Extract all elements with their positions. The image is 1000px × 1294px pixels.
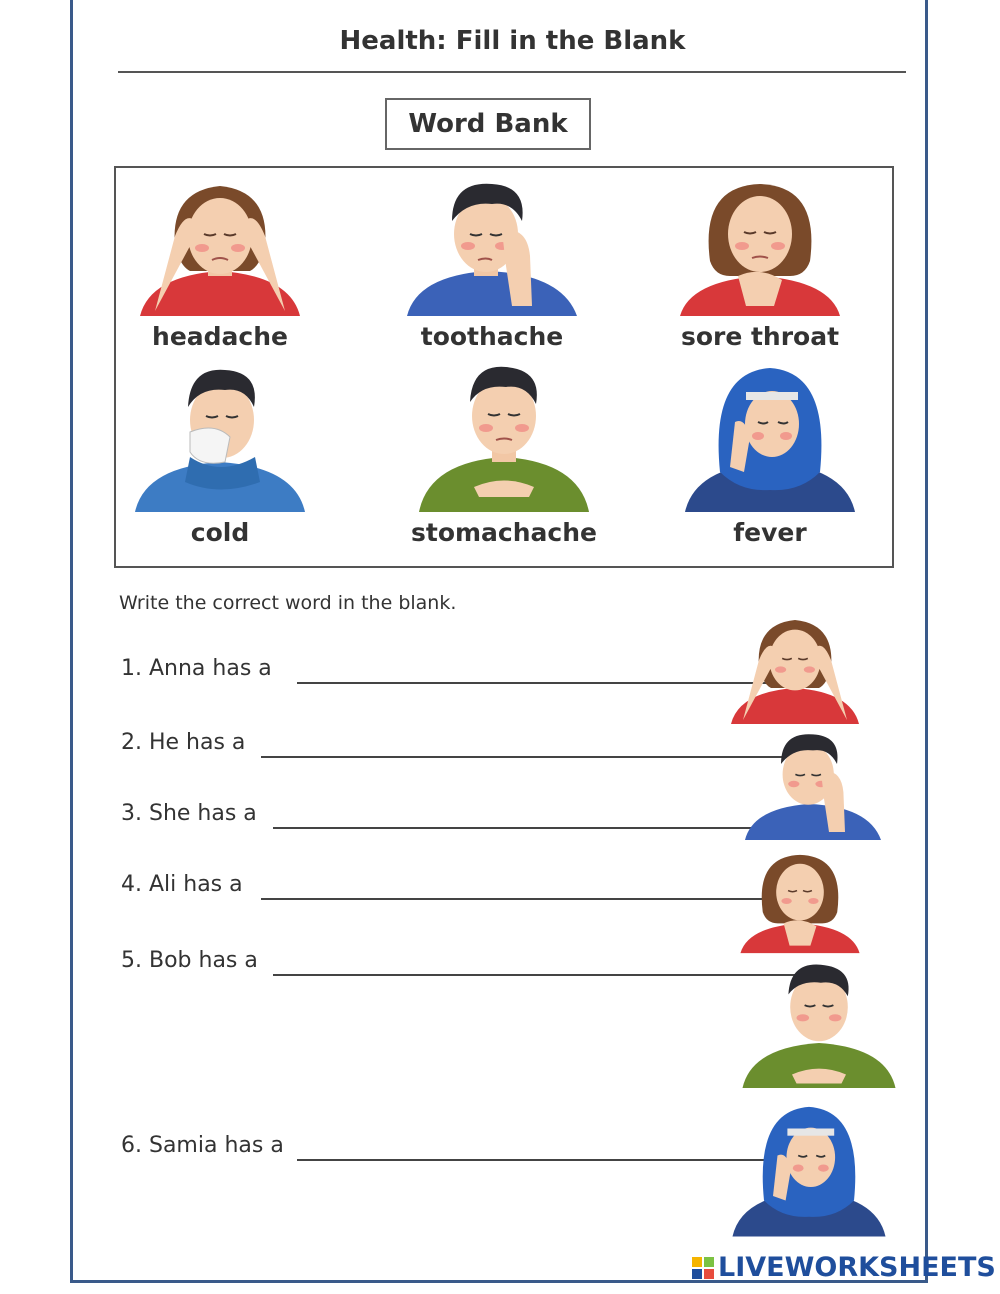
word-bank-item-fever	[650, 362, 890, 547]
answer-blank[interactable]	[261, 756, 812, 758]
word-bank-item-sore-throat	[640, 176, 880, 351]
person-holding-cheek-icon	[402, 176, 582, 316]
person-holding-stomach-icon	[414, 362, 594, 512]
question-prompt: 1. Anna has a	[121, 656, 272, 681]
question-prompt: 4. Ali has a	[121, 872, 243, 897]
person-with-tissue-icon	[130, 362, 310, 512]
person-holding-head-icon	[722, 612, 868, 724]
person-with-fever-icon	[728, 1097, 890, 1241]
answer-blank[interactable]	[273, 827, 813, 829]
word-bank-item-headache	[100, 176, 340, 351]
question-4	[121, 872, 243, 912]
word-bank-label: headache	[152, 322, 288, 351]
question-2	[121, 730, 245, 770]
person-with-fever-icon	[680, 362, 860, 512]
answer-blank[interactable]	[273, 974, 813, 976]
question-3	[121, 801, 257, 841]
person-holding-stomach-icon	[738, 962, 900, 1088]
page-title: Health: Fill in the Blank	[339, 26, 686, 56]
word-bank-item-cold	[100, 362, 340, 547]
word-bank-item-toothache	[372, 176, 612, 351]
question-1	[121, 656, 272, 696]
word-bank-title: Word Bank	[385, 98, 591, 150]
word-bank-label: sore throat	[680, 322, 840, 351]
person-holding-throat-icon	[670, 176, 850, 316]
question-5	[121, 948, 258, 988]
liveworksheets-logo-icon	[692, 1257, 714, 1279]
person-holding-throat-icon	[733, 845, 867, 957]
title-divider	[118, 71, 906, 73]
answer-blank[interactable]	[261, 898, 814, 900]
person-holding-head-icon	[130, 176, 310, 316]
word-bank-label: cold	[190, 518, 250, 547]
brand-name[interactable]: LIVEWORKSHEETS	[718, 1252, 996, 1283]
person-holding-cheek-icon	[735, 728, 891, 840]
word-bank-item-stomachache	[384, 362, 624, 547]
word-bank-label: stomachache	[411, 518, 597, 547]
question-6	[121, 1133, 284, 1173]
word-bank-label: toothache	[420, 322, 564, 351]
word-bank-label: fever	[733, 518, 807, 547]
question-prompt: 2. He has a	[121, 730, 246, 755]
instructions-text: Write the correct word in the blank.	[119, 592, 457, 614]
question-prompt: 6. Samia has a	[121, 1133, 284, 1158]
question-prompt: 3. She has a	[121, 801, 257, 826]
question-prompt: 5. Bob has a	[121, 948, 258, 973]
